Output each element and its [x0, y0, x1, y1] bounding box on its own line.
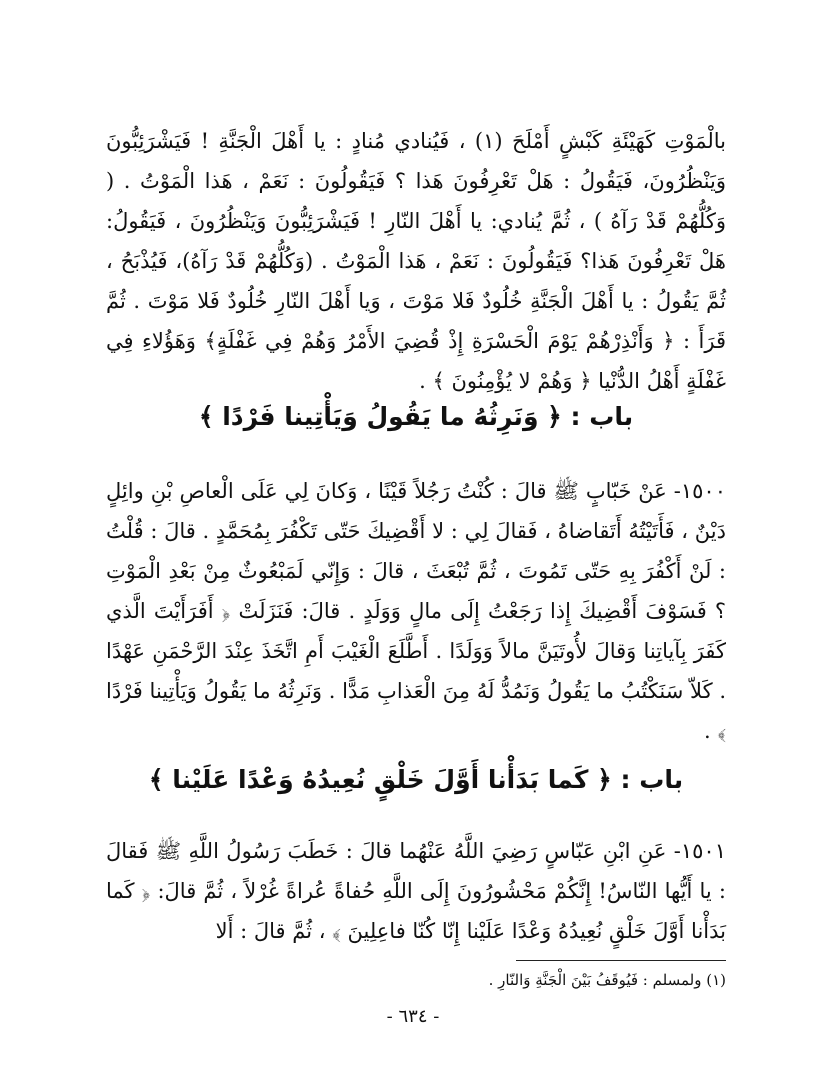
paragraph-continuation: بالْمَوْتِ كَهَيْئَةِ كَبْشٍ أَمْلَحَ (١) ، فَيُنادي مُنادٍ : يا أَهْلَ الْجَنَّةِ ! فَيَشْرَئِبُّونَ وَيَنْظُرُونَ، فَيَقُولُ : هَلْ تَعْرِفُونَ هَذا ؟ فَيَقُولُونَ : نَعَمْ ، هَذا الْمَوْتُ . ( وَكُلُّهُمْ قَدْ رَآهُ ) ، ثُمَّ يُنادي: يا أَهْلَ النّارِ ! فَيَشْرَئِبُّونَ وَيَنْظُرُونَ ، فَيَقُولُ: هَلْ تَعْرِفُونَ هَذا؟ فَيَقُولُونَ : نَعَمْ ، هَذا الْمَوْتُ . (وَكُلُّهُمْ قَدْ رَآهُ)، فَيُذْبَحُ ، ثُمَّ يَقُولُ : يا أَهْلَ الْجَنَّةِ خُلُودٌ فَلا مَوْتَ ، وَيا أَهْلَ النّارِ خُلُودٌ فَلا مَوْتَ . ثُمَّ قَرَأَ : ﴿ وَأَنْذِرْهُمْ يَوْمَ الْحَسْرَةِ إِذْ قُضِيَ الأَمْرُ وَهُمْ فِي غَفْلَةٍ﴾ وَهَؤُلاءِ فِي غَفْلَةٍ أَهْلُ الدُّنْيا ﴿ وَهُمْ لا يُؤْمِنُونَ ﴾ .	[106, 129, 726, 393]
footnote-divider	[516, 960, 726, 961]
footnote: (١) ولمسلم : فَيُوقَفُ بَيْنَ الْجَنَّةِ وَالنّارِ .	[488, 971, 726, 989]
hadith-1500: ١٥٠٠- عَنْ خَبّابٍ ﷺ قالَ : كُنْتُ رَجُلاً قَيْنًا ، وَكانَ لِي عَلَى الْعاصِ بْنِ وائِلٍ دَيْنٌ ، فَأَتَيْتُهُ أَتَقاضاهُ ، فَقالَ لِي : لا أَقْضِيكَ حَتّى تَكْفُرَ بِمُحَمَّدٍ . قالَ : قُلْتُ : لَنْ أَكْفُرَ بِهِ حَتّى تَمُوتَ ، ثُمَّ تُبْعَثَ ، قالَ : وَإِنّي لَمَبْعُوثٌ مِنْ بَعْدِ الْمَوْتِ ؟ فَسَوْفَ أَقْضِيكَ إِذا رَجَعْتُ إِلَى مالٍ وَوَلَدٍ . قالَ: فَنَزَلَتْ ﴿ أَفَرَأَيْتَ الَّذي كَفَرَ بِآياتِنا وَقالَ لأُوتَيَنَّ مالاً وَوَلَدًا . أَطَّلَعَ الْغَيْبَ أَمِ اتَّخَذَ عِنْدَ الرَّحْمَنِ عَهْدًا . كَلاّ سَنَكْتُبُ ما يَقُولُ وَنَمُدُّ لَهُ مِنَ الْعَذابِ مَدًّا . وَنَرِثُهُ ما يَقُولُ وَيَأْتِينا فَرْدًا ﴾ .	[106, 479, 726, 743]
chapter-heading-1: باب : ﴿ وَنَرِثُهُ ما يَقُولُ وَيَأْتِينا فَرْدًا ﴾	[198, 402, 634, 431]
chapter-heading-2: باب : ﴿ كَما بَدَأْنا أَوَّلَ خَلْقٍ نُعِيدُهُ وَعْدًا عَلَيْنا ﴾	[148, 765, 684, 794]
hadith-1501: ١٥٠١- عَنِ ابْنِ عَبّاسٍ رَضِيَ اللَّهُ عَنْهُما قالَ : خَطَبَ رَسُولُ اللَّهِ ﷺ فَقالَ : يا أَيُّها النّاسُ! إِنَّكُمْ مَحْشُورُونَ إِلَى اللَّهِ حُفاةً عُراةً غُرْلاً ، ثُمَّ قالَ: ﴿ كَما بَدَأْنا أَوَّلَ خَلْقٍ نُعِيدُهُ وَعْدًا عَلَيْنا إِنّا كُنّا فاعِلِينَ ﴾ ، ثُمَّ قالَ : أَلا	[106, 839, 726, 943]
page-number: - ٦٣٤ -	[386, 1006, 440, 1027]
